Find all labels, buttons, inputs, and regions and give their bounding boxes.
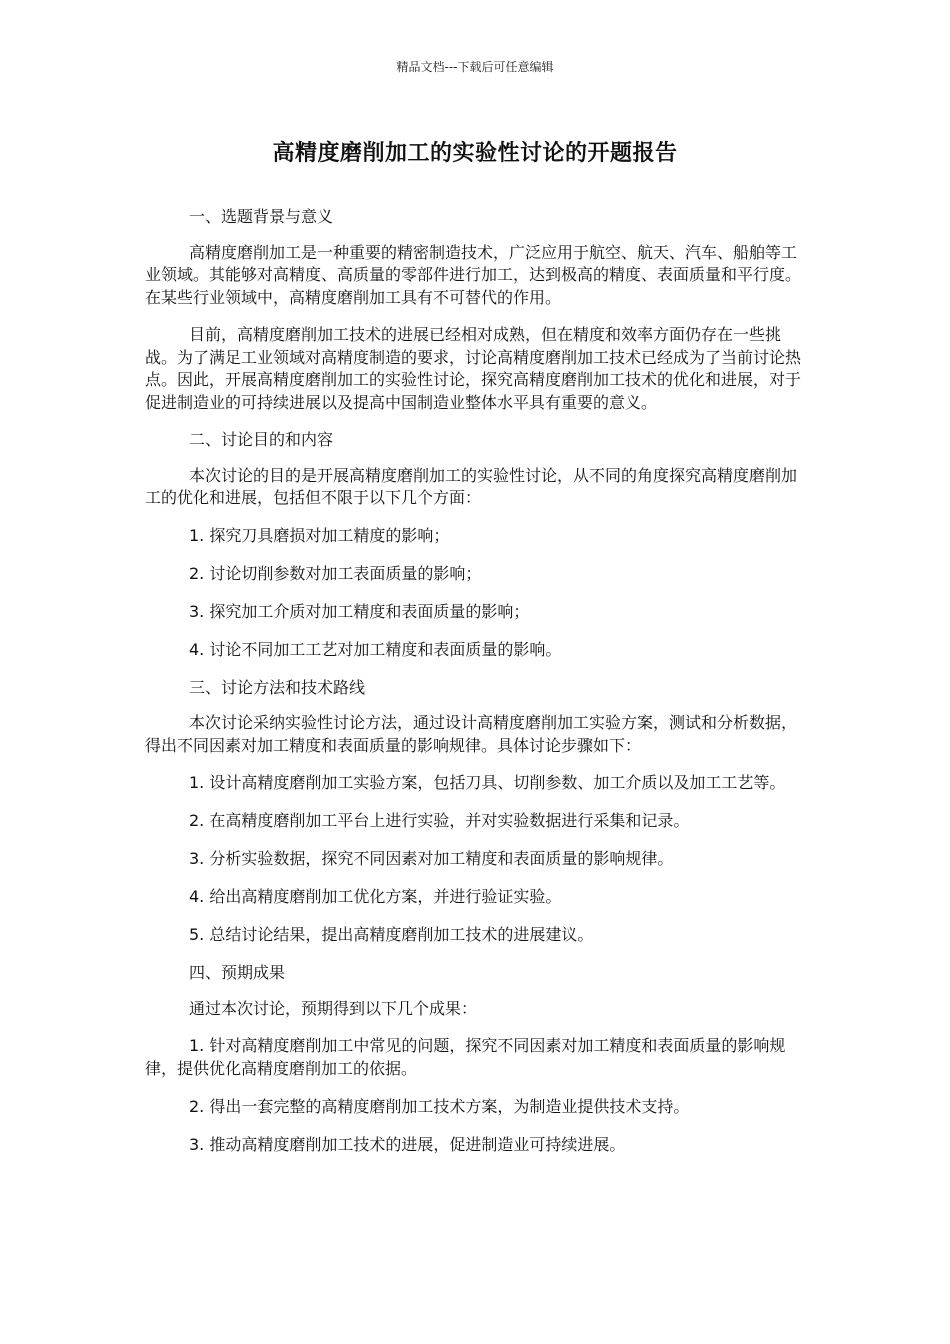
list-item: 3. 探究加工介质对加工精度和表面质量的影响； bbox=[189, 601, 530, 621]
paragraph: 高精度磨削加工是一种重要的精密制造技术，广泛应用于航空、航天、汽车、船舶等工业领域。其能够对高精度、高质量的零部件进行加工，达到极高的精度、表面质量和平行度。在某些行业领域中，高精度磨削加工具有不可替代的作用。 bbox=[145, 242, 802, 307]
list-item: 1. 设计高精度磨削加工实验方案，包括刀具、切削参数、加工介质以及加工工艺等。 bbox=[189, 773, 786, 792]
list-item: 4. 给出高精度磨削加工优化方案，并进行验证实验。 bbox=[189, 887, 562, 906]
paragraph: 本次讨论的目的是开展高精度磨削加工的实验性讨论，从不同的角度探究高精度磨削加工的优化和进展，包括但不限于以下几个方面： bbox=[145, 465, 798, 507]
paragraph: 目前，高精度磨削加工技术的进展已经相对成熟，但在精度和效率方面仍存在一些挑战。为了满足工业领域对高精度制造的要求，讨论高精度磨削加工技术已经成为了当前讨论热点。因此，开展高精度磨削加工的实验性讨论，探究高精度磨削加工技术的优化和进展，对于促进制造业的可持续进展以及提高中国制造业整体水平具有重要的意义。 bbox=[145, 325, 802, 412]
list-item: 2. 得出一套完整的高精度磨削加工技术方案，为制造业提供技术支持。 bbox=[189, 1096, 690, 1116]
paragraph: 本次讨论采纳实验性讨论方法，通过设计高精度磨削加工实验方案，测试和分析数据，得出不同因素对加工精度和表面质量的影响规律。具体讨论步骤如下： bbox=[145, 713, 798, 755]
paragraph: 通过本次讨论，预期得到以下几个成果： bbox=[189, 998, 478, 1018]
section-heading: 一、选题背景与意义 bbox=[189, 207, 334, 226]
section-heading: 四、预期成果 bbox=[189, 963, 286, 982]
header-note: 精品文档---下载后可任意编辑 bbox=[396, 60, 554, 74]
section-heading: 三、讨论方法和技术路线 bbox=[189, 677, 366, 697]
document-title: 高精度磨削加工的实验性讨论的开题报告 bbox=[272, 141, 678, 166]
section-heading: 二、讨论目的和内容 bbox=[189, 430, 334, 449]
list-item: 5. 总结讨论结果，提出高精度磨削加工技术的进展建议。 bbox=[189, 925, 594, 944]
list-item: 2. 在高精度磨削加工平台上进行实验，并对实验数据进行采集和记录。 bbox=[189, 811, 690, 830]
list-item: 2. 讨论切削参数对加工表面质量的影响； bbox=[189, 563, 482, 583]
list-item: 3. 推动高精度磨削加工技术的进展，促进制造业可持续进展。 bbox=[189, 1134, 626, 1154]
list-item: 1. 针对高精度磨削加工中常见的问题，探究不同因素对加工精度和表面质量的影响规律，提供优化高精度磨削加工的依据。 bbox=[145, 1036, 786, 1078]
document-body bbox=[145, 206, 805, 1172]
list-item: 3. 分析实验数据，探究不同因素对加工精度和表面质量的影响规律。 bbox=[189, 849, 674, 868]
list-item: 1. 探究刀具磨损对加工精度的影响； bbox=[189, 525, 450, 545]
list-item: 4. 讨论不同加工工艺对加工精度和表面质量的影响。 bbox=[189, 639, 562, 659]
